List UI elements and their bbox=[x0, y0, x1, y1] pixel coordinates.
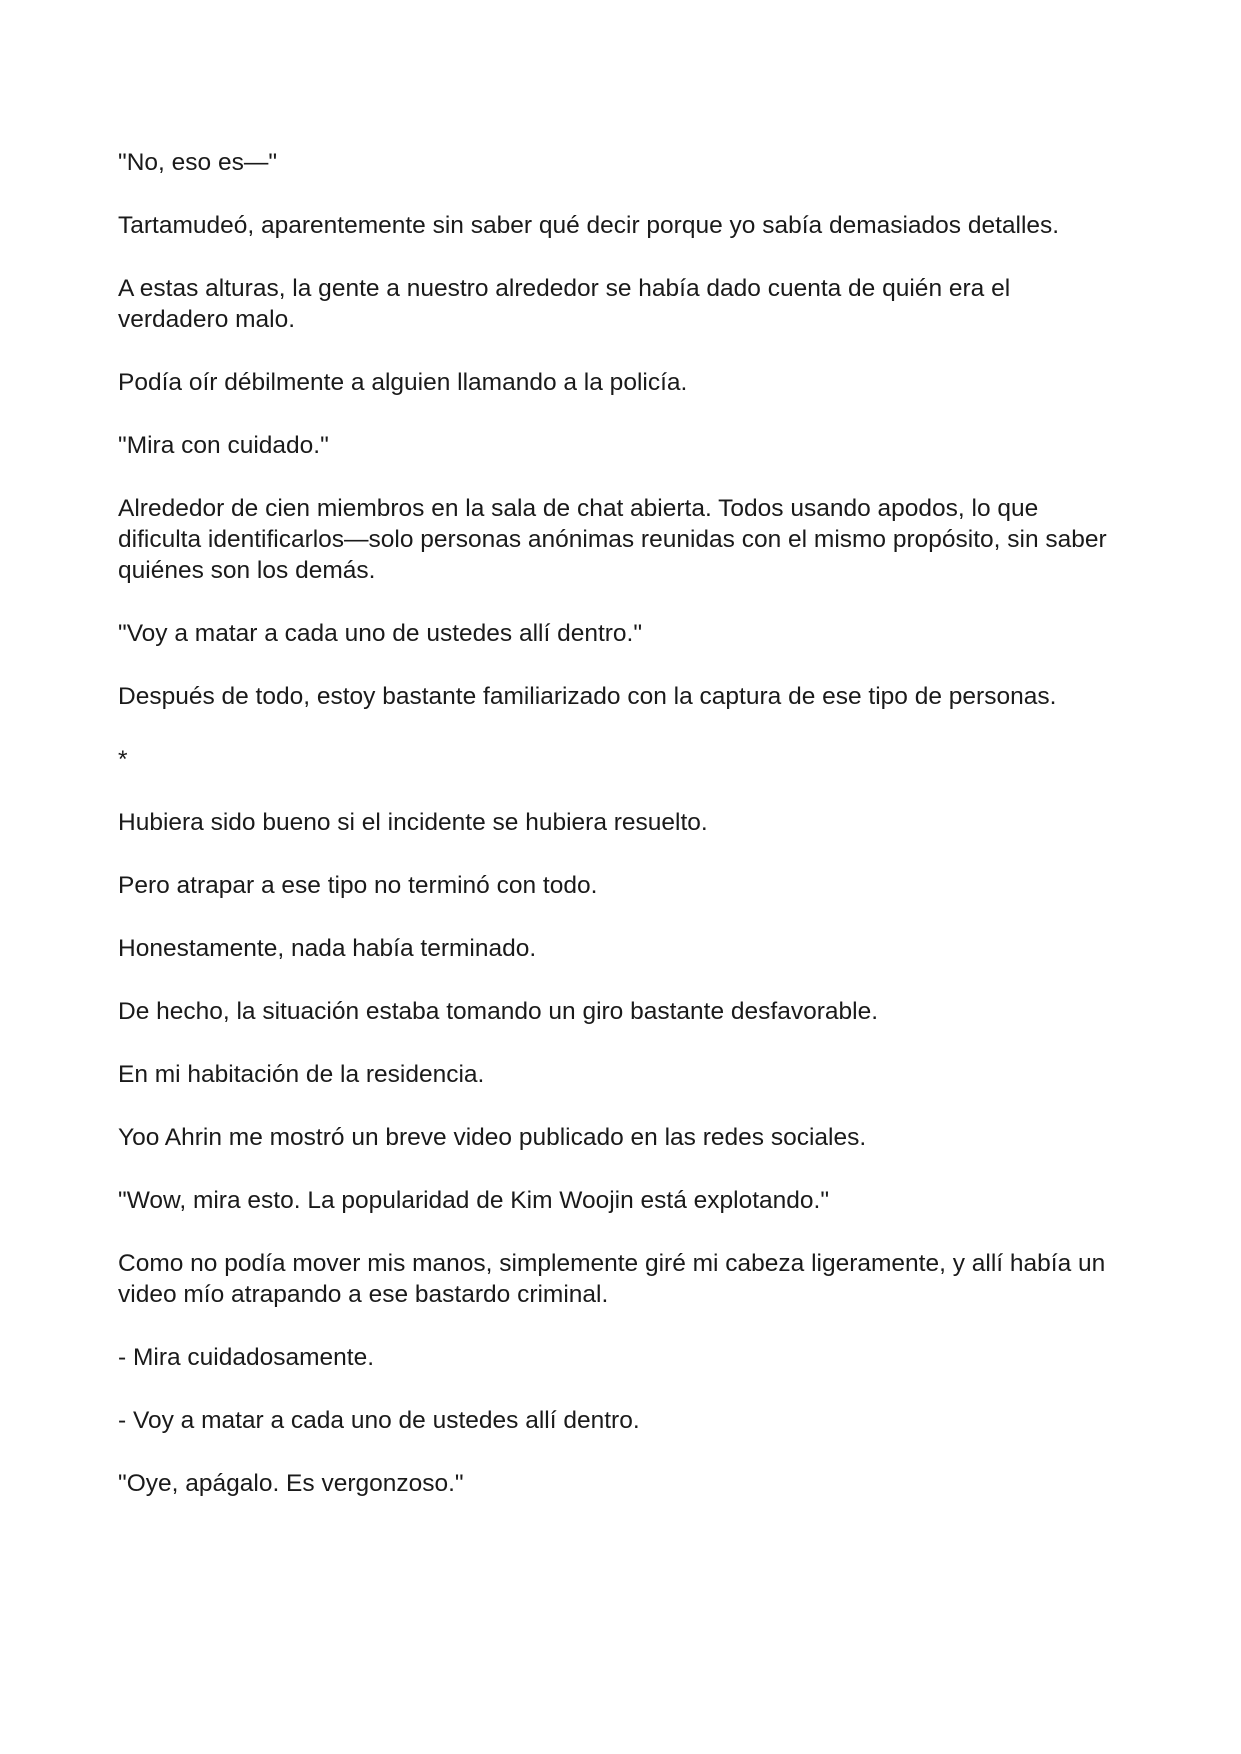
paragraph-2: Tartamudeó, aparentemente sin saber qué decir porque yo sabía demasiados detalles. bbox=[118, 212, 1060, 239]
paragraph-14: En mi habitación de la residencia. bbox=[118, 1061, 485, 1088]
paragraph-3: A estas alturas, la gente a nuestro alrededor se había dado cuenta de quién era el verdadero malo. bbox=[118, 275, 1011, 333]
paragraph-13: De hecho, la situación estaba tomando un giro bastante desfavorable. bbox=[118, 998, 879, 1025]
paragraph-6: Alrededor de cien miembros en la sala de chat abierta. Todos usando apodos, lo que dificulta identificarlos—solo personas anónimas reunidas con el mismo propósito, sin saber quiénes son los demás. bbox=[118, 495, 1107, 584]
paragraph-4: Podía oír débilmente a alguien llamando a la policía. bbox=[118, 369, 688, 396]
paragraph-10: Hubiera sido bueno si el incidente se hubiera resuelto. bbox=[118, 809, 708, 836]
paragraph-15: Yoo Ahrin me mostró un breve video publicado en las redes sociales. bbox=[118, 1124, 867, 1151]
document-body bbox=[118, 147, 1123, 1531]
paragraph-11: Pero atrapar a ese tipo no terminó con todo. bbox=[118, 872, 598, 899]
paragraph-19: - Voy a matar a cada uno de ustedes allí dentro. bbox=[118, 1407, 640, 1434]
paragraph-20: "Oye, apágalo. Es vergonzoso." bbox=[118, 1470, 464, 1497]
paragraph-7: "Voy a matar a cada uno de ustedes allí dentro." bbox=[118, 620, 643, 647]
scene-break: * bbox=[118, 746, 128, 773]
paragraph-5: "Mira con cuidado." bbox=[118, 432, 329, 459]
paragraph-17: Como no podía mover mis manos, simplemente giré mi cabeza ligeramente, y allí había un video mío atrapando a ese bastardo criminal. bbox=[118, 1250, 1106, 1308]
paragraph-1: "No, eso es—" bbox=[118, 149, 278, 176]
paragraph-8: Después de todo, estoy bastante familiarizado con la captura de ese tipo de personas. bbox=[118, 683, 1057, 710]
paragraph-18: - Mira cuidadosamente. bbox=[118, 1344, 375, 1371]
paragraph-12: Honestamente, nada había terminado. bbox=[118, 935, 537, 962]
paragraph-16: "Wow, mira esto. La popularidad de Kim Woojin está explotando." bbox=[118, 1187, 830, 1214]
